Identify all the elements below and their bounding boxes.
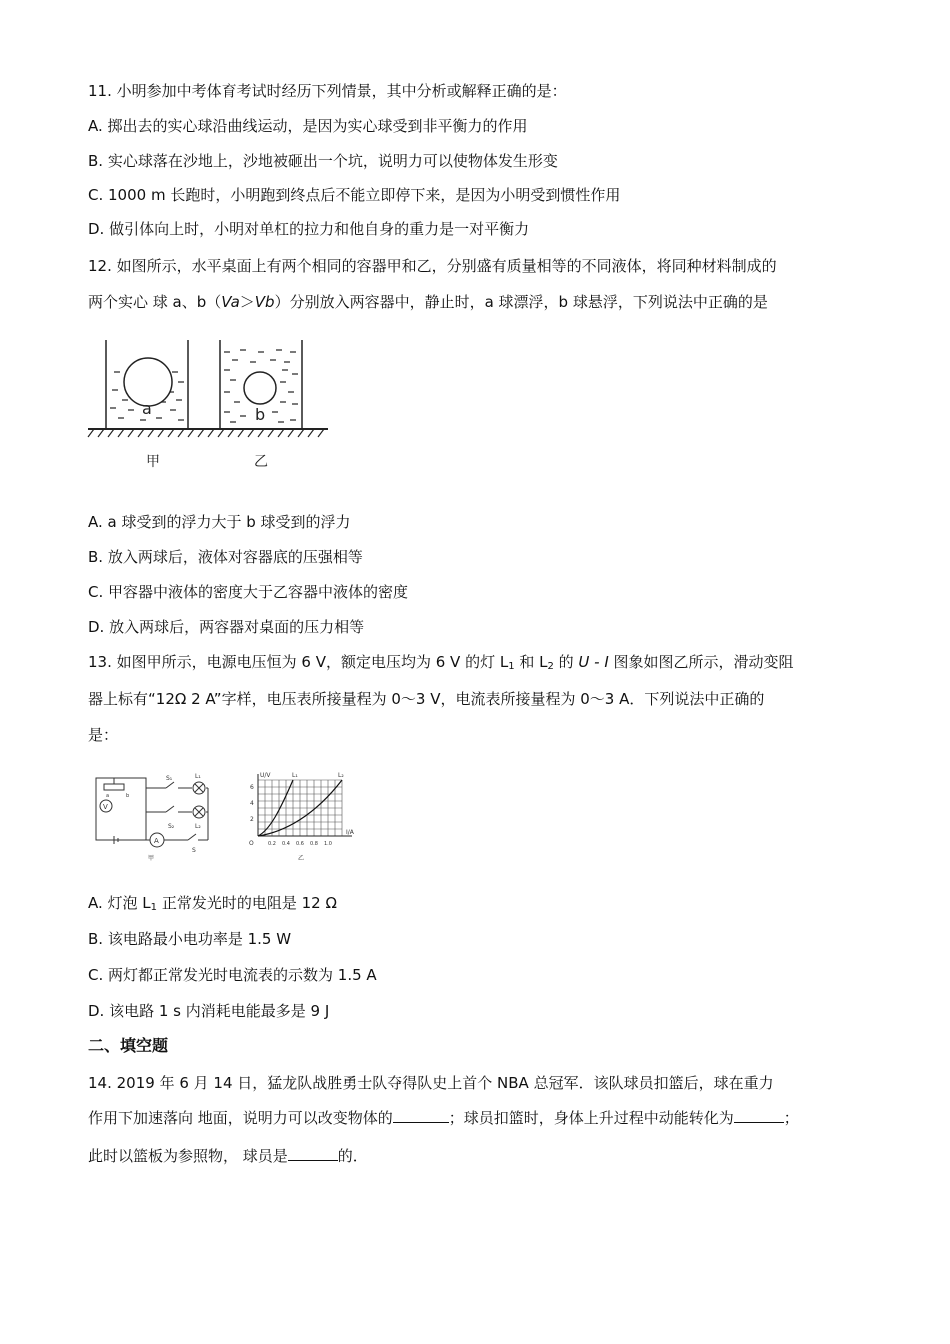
q13-stem-line2: 器上标有“12Ω 2 A”字样，电压表所接量程为 0～3 V，电流表所接量程为 0～3 A．下列说法中正确的 (88, 690, 765, 708)
q12-option-d: D. 放入两球后，两容器对桌面的压力相等 (88, 618, 365, 636)
graph-grid (258, 780, 342, 836)
lamp-l2-label: L₂ (195, 823, 201, 830)
graph-x-tick: 0.2 (268, 841, 276, 847)
q12-stem-line1: 12. 如图所示，水平桌面上有两个相同的容器甲和乙，分别盛有质量相等的不同液体，将同种材料制成的 (88, 257, 777, 275)
ball-b-label: b (255, 405, 266, 424)
q12-gt: ＞ (239, 293, 255, 311)
q14-line2-mid: ；球员扣篮时，身体上升过程中动能转化为 (448, 1109, 734, 1127)
rheostat-end-a: a (106, 793, 110, 799)
q13-stem-mid: 和 L (514, 653, 548, 671)
q14-line3-prefix: 此时以篮板为参照物， 球员是 (88, 1147, 288, 1165)
q12-vb: Vb (254, 293, 275, 311)
q14-line1: 14. 2019 年 6 月 14 日，猛龙队战胜勇士队夺得队史上首个 NBA 总冠军．该队球员扣篮后，球在重力 (88, 1074, 774, 1092)
q13-option-a-prefix: A. 灯泡 L (88, 894, 151, 912)
q14-line2-prefix: 作用下加速落向 地面，说明力可以改变物体的 (88, 1109, 393, 1127)
switch-s2-label: S₂ (168, 823, 175, 830)
graph-y-tick: 6 (250, 784, 254, 791)
switch-s-label: S (192, 847, 196, 854)
graph-l2-label: L₂ (338, 772, 344, 779)
q11-option-a: A. 掷出去的实心球沿曲线运动，是因为实心球受到非平衡力的作用 (88, 117, 528, 135)
q12-option-a: A. a 球受到的浮力大于 b 球受到的浮力 (88, 513, 351, 531)
q13-stem-prefix: 13. 如图甲所示，电源电压恒为 6 V，额定电压均为 6 V 的灯 L (88, 653, 509, 671)
l2-subscript: 2 (547, 661, 554, 672)
q14-line2-suffix: ； (783, 1109, 799, 1127)
blank-1[interactable] (393, 1108, 449, 1123)
ball-b (244, 372, 276, 404)
rheostat (104, 784, 124, 790)
q13-option-d: D. 该电路 1 s 内消耗电能最多是 9 J (88, 1002, 330, 1020)
graph-x-tick: 0.6 (296, 841, 304, 847)
ball-a-label: a (142, 399, 152, 418)
section-heading: 二、填空题 (88, 1036, 169, 1055)
graph-x-axis-label: I/A (346, 829, 354, 836)
circuit-diagram (92, 770, 212, 862)
table-surface (88, 429, 328, 437)
q12-option-b: B. 放入两球后，液体对容器底的压强相等 (88, 548, 363, 566)
container-yi (220, 340, 302, 428)
q14-line2 (88, 1108, 799, 1128)
label-yi: 乙 (254, 454, 268, 470)
q11-option-d: D. 做引体向上时，小明对单杠的拉力和他自身的重力是一对平衡力 (88, 220, 530, 238)
graph-y-tick: 2 (250, 816, 254, 823)
blank-3[interactable] (288, 1146, 338, 1161)
q13-ui-symbol: U - I (578, 653, 609, 671)
graph-y-tick: 4 (250, 800, 254, 807)
q13-stem-line1 (88, 652, 794, 672)
q13-stem-line3: 是： (88, 726, 119, 744)
q12-va: Va (221, 293, 240, 311)
lamp-l1-label: L₁ (195, 773, 201, 780)
containers-figure (84, 336, 334, 476)
graph-x-tick: 1.0 (324, 841, 332, 847)
q13-option-a-subscript: 1 (150, 902, 158, 913)
q12-stem-line2 (88, 292, 768, 312)
graph-caption: 乙 (298, 855, 305, 862)
q14-line3 (88, 1146, 368, 1166)
q11-stem: 11. 小明参加中考体育考试时经历下列情景，其中分析或解释正确的是： (88, 82, 567, 100)
q12-stem-suffix: ）分别放入两容器中，静止时，a 球漂浮，b 球悬浮，下列说法中正确的是 (274, 293, 768, 311)
graph-y-axis-label: U/V (260, 772, 271, 779)
circuit-caption: 甲 (148, 855, 155, 862)
q14-line3-suffix: 的． (337, 1147, 368, 1165)
q13-option-b: B. 该电路最小电功率是 1.5 W (88, 930, 292, 948)
q13-option-c: C. 两灯都正常发光时电流表的示数为 1.5 A (88, 966, 377, 984)
ui-graph (240, 770, 365, 862)
voltmeter-label: V (103, 803, 108, 811)
container-jia (106, 340, 188, 428)
rheostat-end-b: b (126, 793, 130, 799)
q13-stem-mid2: 的 (553, 653, 579, 671)
q11-option-b: B. 实心球落在沙地上，沙地被砸出一个坑，说明力可以使物体发生形变 (88, 152, 558, 170)
graph-x-tick: O (249, 840, 254, 847)
q11-option-c: C. 1000 m 长跑时，小明跑到终点后不能立即停下来，是因为小明受到惯性作用 (88, 186, 621, 204)
label-jia: 甲 (146, 454, 160, 470)
graph-l1-label: L₁ (292, 772, 298, 779)
switch-s1-label: S₁ (166, 775, 173, 782)
l1-subscript: 1 (508, 661, 515, 672)
q12-option-c: C. 甲容器中液体的密度大于乙容器中液体的密度 (88, 583, 409, 601)
q13-stem-suffix: 图象如图乙所示，滑动变阻 (608, 653, 794, 671)
q13-option-a (88, 893, 337, 913)
q13-option-a-suffix: 正常发光时的电阻是 12 Ω (157, 894, 337, 912)
blank-2[interactable] (734, 1108, 784, 1123)
graph-x-tick: 0.4 (282, 841, 290, 847)
graph-x-tick: 0.8 (310, 841, 318, 847)
ammeter-label: A (154, 837, 159, 845)
q12-stem-prefix: 两个实心 球 a、b（ (88, 293, 222, 311)
